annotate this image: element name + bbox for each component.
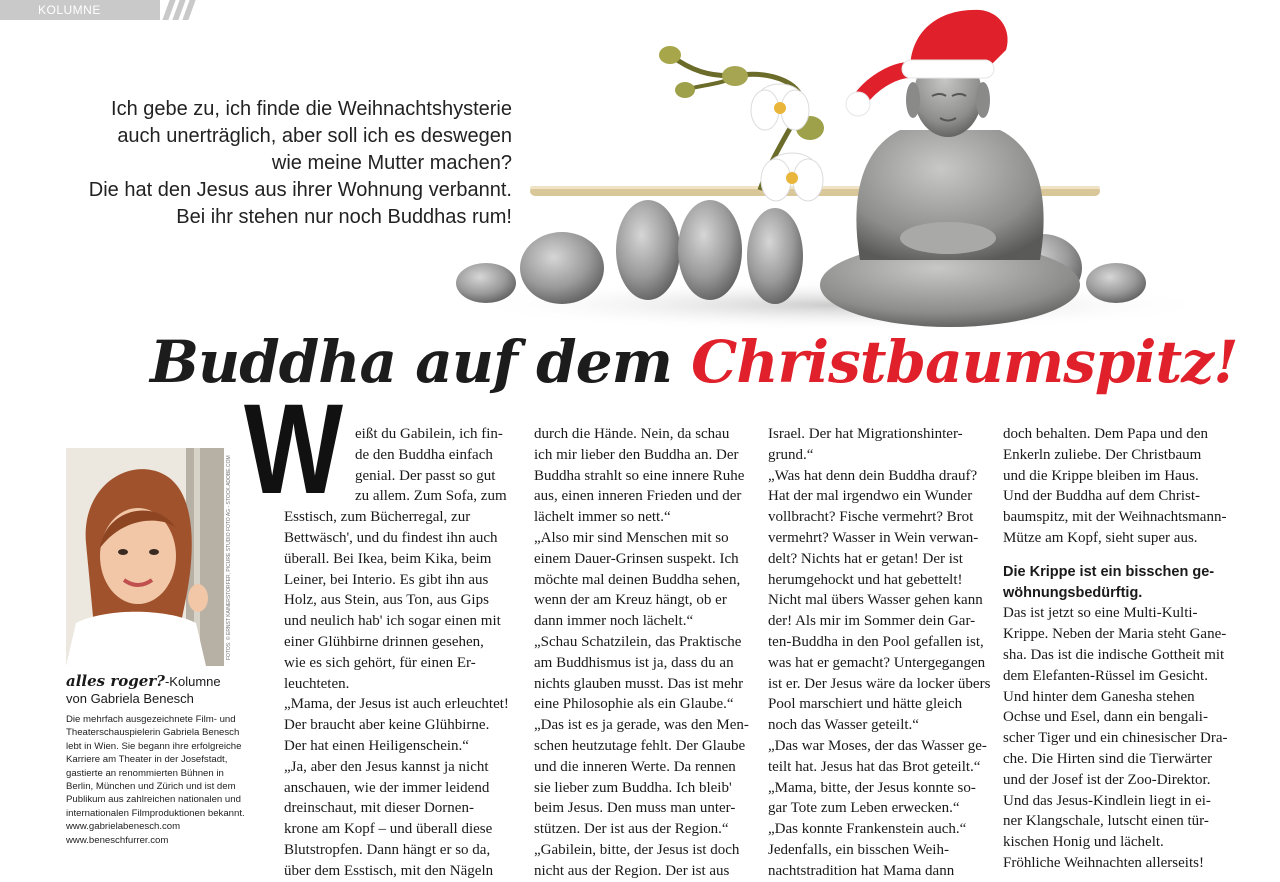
orchid-flower xyxy=(751,84,809,130)
text-line: Krippe. Neben der Maria steht Gane- xyxy=(1003,626,1227,643)
text-line: kischen Honig und lächelt. xyxy=(1003,834,1164,851)
text-line: lächelt immer so nett.“ xyxy=(534,509,671,526)
text-line: einer Glühbirne drinnen gesehen, xyxy=(284,633,484,650)
text-line: beim Jesus. Den muss man unter- xyxy=(534,800,736,817)
column-header xyxy=(66,672,246,707)
article-column-3 xyxy=(768,424,991,882)
byline: von Gabriela Benesch xyxy=(66,691,194,706)
text-line: aus, einen inneren Frieden und der xyxy=(534,488,742,505)
text-line: Das ist jetzt so eine Multi-Kulti- xyxy=(1003,605,1198,622)
text-line: durch die Hände. Nein, da schau xyxy=(534,426,730,442)
text-line: Ochse und Esel, dann ein bengali- xyxy=(1003,709,1208,726)
intro-line: auch unerträglich, aber soll ich es deswegen xyxy=(117,125,512,147)
text-line: dann immer noch lächelt.“ xyxy=(534,613,694,630)
text-line: eine Philosophie als ein Glaube.“ xyxy=(534,696,734,713)
text-line: leuchteten. xyxy=(284,675,350,692)
text-line: „Das konnte Frankenstein auch.“ xyxy=(768,821,967,838)
text-line: de den Buddha einfach xyxy=(355,446,493,463)
text-line: genial. Der passt so gut xyxy=(355,467,496,484)
text-line: „Ja, aber den Jesus kannst ja nicht xyxy=(284,758,489,775)
text-line: Der braucht aber keine Glühbirne. xyxy=(284,717,490,734)
text-line: ich mir lieber den Buddha an. Der xyxy=(534,446,739,463)
text-line: und die inneren Werte. Da rennen xyxy=(534,758,736,775)
intro-line: Die hat den Jesus aus ihrer Wohnung verbannt. xyxy=(88,179,512,201)
text-line: Mütze am Kopf, sieht super aus. xyxy=(1003,529,1198,546)
text-line: sha. Das ist die indische Gottheit mit xyxy=(1003,646,1225,663)
text-line: „Was hat denn dein Buddha drauf? xyxy=(768,467,978,484)
intro-text xyxy=(0,96,512,231)
subheading: Die Krippe ist ein bisschen ge- xyxy=(1003,563,1215,580)
intro-line: Ich gebe zu, ich finde die Weihnachtshysterie xyxy=(111,98,512,120)
text-line: zu allem. Zum Sofa, zum xyxy=(355,488,507,505)
text-line: „Das ist es ja gerade, was den Men- xyxy=(534,717,749,734)
text-line: delt? Nichts hat er getan! Der ist xyxy=(768,550,963,567)
text-line: „Mama, bitte, der Jesus konnte so- xyxy=(768,779,976,796)
text-line: „Also mir sind Menschen mit so xyxy=(534,529,729,546)
text-line: doch behalten. Dem Papa und den xyxy=(1003,426,1208,442)
text-line: Esstisch, zum Bücherregal, zur xyxy=(284,509,471,526)
bio-line: Publikum aus zahlreichen nationalen und xyxy=(66,794,241,806)
photo-credit-text: FOTOS: © ERNST KAINERSTORFER, PICURE STUDIO FOTO AG - STOCK.ADOBE.COM xyxy=(226,455,232,660)
text-line: dreinschaut, mit dieser Dornen- xyxy=(284,800,474,817)
text-line: ten-Buddha in den Pool gefallen ist, xyxy=(768,633,984,650)
article-column-2 xyxy=(534,424,756,882)
text-line: wie es sich gehört, für einen Er- xyxy=(284,654,476,671)
text-line: Und hinter dem Ganesha stehen xyxy=(1003,688,1195,705)
text-line: „Das war Moses, der das Wasser ge- xyxy=(768,737,987,754)
text-line: Und der Buddha auf dem Christ- xyxy=(1003,488,1201,505)
text-line: herumgehockt und hat gebettelt! xyxy=(768,571,963,588)
column-kolumne: -Kolumne xyxy=(164,674,221,689)
text-line: über dem Esstisch, mit den Nägeln xyxy=(284,862,494,879)
author-portrait xyxy=(66,448,224,666)
photo-credit xyxy=(226,455,236,660)
text-line: nicht aus der Region. Der ist aus xyxy=(534,862,730,879)
intro-line: wie meine Mutter machen? xyxy=(271,152,512,174)
text-line: baumspitz, mit der Weihnachtsmann- xyxy=(1003,509,1227,526)
bio-line: Theaterschauspielerin Gabriela Benesch xyxy=(66,727,240,739)
text-line: Bettwäsch', und du findest ihn auch xyxy=(284,529,498,546)
text-line: überall. Bei Ikea, beim Kika, beim xyxy=(284,550,492,567)
tag-stripes xyxy=(162,0,198,20)
text-line: vollbracht? Fische vermehrt? Brot xyxy=(768,509,974,526)
text-line: grund.“ xyxy=(768,446,814,463)
headline-accent: Christbaumspitz! xyxy=(691,328,1238,396)
section-tag-label: KOLUMNE xyxy=(38,3,101,17)
subheading: wöhnungsbedürftig. xyxy=(1003,584,1143,601)
text-line: der! Als mir im Sommer dein Gar- xyxy=(768,613,976,630)
bio-line: Berlin, München und Zürich und ist dem xyxy=(66,781,236,793)
text-line: Pool marschiert und hätte gleich xyxy=(768,696,963,713)
text-line: schen heutzutage fehlt. Der Glaube xyxy=(534,737,746,754)
text-line: Holz, aus Stein, aus Ton, aus Gips xyxy=(284,592,489,609)
text-line: sie lieber zum Buddha. Ich bleib' xyxy=(534,779,732,796)
text-line: „Mama, der Jesus ist auch erleuchtet! xyxy=(284,696,509,713)
column-brand: alles roger? xyxy=(66,672,165,690)
text-line: und neulich hab' ich sogar einen mit xyxy=(284,613,501,630)
text-line: Buddha strahlt so eine innere Ruhe xyxy=(534,467,745,484)
article-column-4 xyxy=(1003,424,1229,874)
text-line: ist er. Der Jesus wäre da locker übers xyxy=(768,675,991,692)
text-line: dem Elefanten-Rüssel im Gesicht. xyxy=(1003,667,1208,684)
bio-line: lebt in Wien. Sie begann ihre erfolgreiche xyxy=(66,740,242,752)
author-website-link[interactable]: www.gabrielabenesch.com xyxy=(66,821,181,833)
bio-line: Karriere am Theater in der Josefstadt, xyxy=(66,754,228,766)
text-line: Hat der mal irgendwo ein Wunder xyxy=(768,488,973,505)
author-website-link[interactable]: www.beneschfurrer.com xyxy=(66,834,169,846)
text-line: „Schau Schatzilein, das Praktische xyxy=(534,633,742,650)
bio-line: Die mehrfach ausgezeichnete Film- und xyxy=(66,714,236,725)
text-line: che. Die Hirten sind die Tierwärter xyxy=(1003,750,1213,767)
article-column-1 xyxy=(244,424,514,882)
text-line: und der Josef ist der Zoo-Direktor. xyxy=(1003,771,1211,788)
text-line: Und das Jesus-Kindlein liegt in ei- xyxy=(1003,792,1211,809)
text-line: Enkerln zuliebe. Der Christbaum xyxy=(1003,446,1202,463)
text-line: Leiner, bei Interio. Es gibt ihn aus xyxy=(284,571,489,588)
drop-cap: W xyxy=(244,378,344,521)
bio-line: gastierte an renommierten Bühnen in xyxy=(66,767,224,779)
text-line: eißt du Gabilein, ich fin- xyxy=(355,426,503,442)
text-line: nachtstradition hat Mama dann xyxy=(768,862,955,879)
text-line: „Gabilein, bitte, der Jesus ist doch xyxy=(534,841,740,858)
text-line: Jedenfalls, ein bisschen Weih- xyxy=(768,841,949,858)
text-line: teilt hat. Jesus hat das Brot geteilt.“ xyxy=(768,758,981,775)
text-line: vermehrt? Wasser in Wein verwan- xyxy=(768,529,979,546)
text-line: wenn der am Kreuz hängt, ob er xyxy=(534,592,727,609)
text-line: ner Klangschale, lutscht einen tür- xyxy=(1003,813,1209,830)
buddha-illustration xyxy=(440,0,1280,335)
text-line: gar Tote zum Leben erwecken.“ xyxy=(768,800,960,817)
author-bio xyxy=(66,713,256,847)
text-line: scher Tiger und ein chinesischer Dra- xyxy=(1003,730,1228,747)
text-line: am Buddhismus ist ja, dass du an xyxy=(534,654,734,671)
text-line: Nicht mal übers Wasser gehen kann xyxy=(768,592,983,609)
intro-line: Bei ihr stehen nur noch Buddhas rum! xyxy=(176,206,512,228)
headline-part: Buddha auf dem xyxy=(150,328,692,396)
text-line: möchte mal deinen Buddha sehen, xyxy=(534,571,741,588)
text-line: und die Krippe bleiben im Haus. xyxy=(1003,467,1199,484)
text-line: Blutstropfen. Dann hängt er so da, xyxy=(284,841,491,858)
bio-line: internationalen Filmproduktionen bekannt. xyxy=(66,807,245,819)
text-line: nichts glauben musst. Das ist mehr xyxy=(534,675,744,692)
text-line: noch das Wasser geteilt.“ xyxy=(768,717,919,734)
text-line: Fröhliche Weihnachten allerseits! xyxy=(1003,854,1204,871)
text-line: Israel. Der hat Migrationshinter- xyxy=(768,426,963,442)
section-tag xyxy=(0,0,160,20)
text-line: krone am Kopf – und überall diese xyxy=(284,821,493,838)
text-line: Der hat einen Heiligenschein.“ xyxy=(284,737,469,754)
text-line: was hat er gemacht? Untergegangen xyxy=(768,654,986,671)
text-line: stützen. Der ist aus der Region.“ xyxy=(534,821,729,838)
text-line: anschauen, wie der immer leidend xyxy=(284,779,490,796)
text-line: einem Dauer-Grinsen suspekt. Ich xyxy=(534,550,739,567)
